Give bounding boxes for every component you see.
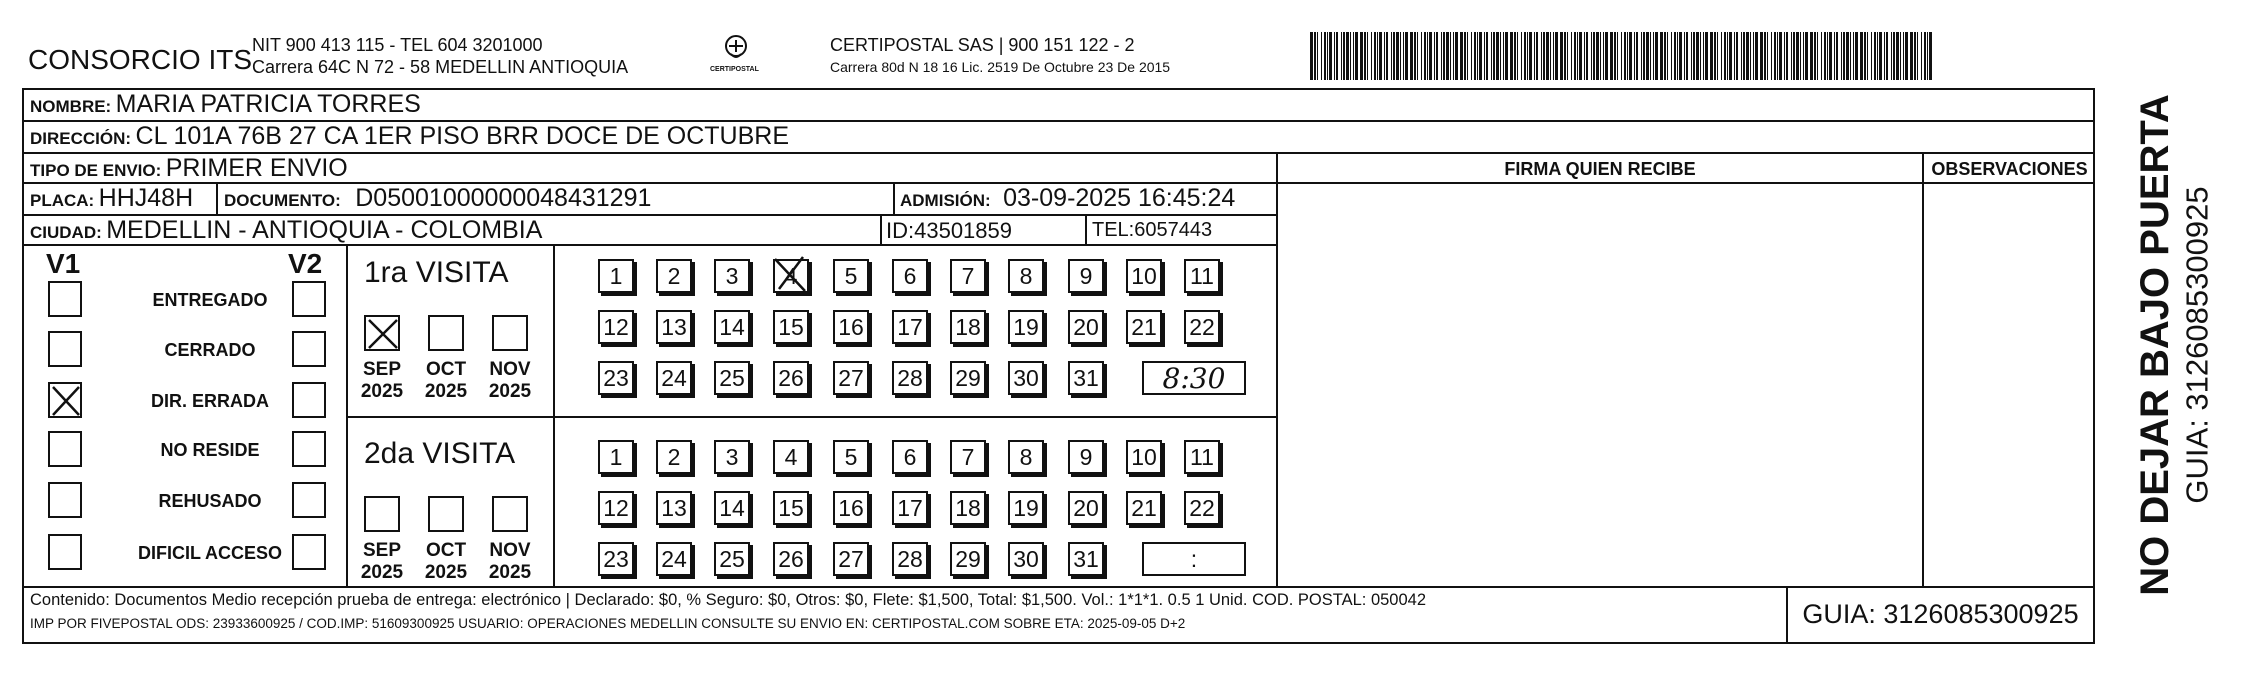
- day-box[interactable]: 16: [833, 491, 869, 525]
- side-notice: NO DEJAR BAJO PUERTA: [2133, 94, 2177, 596]
- documento-value: D05001000000048431291: [355, 184, 652, 212]
- day-box[interactable]: 12: [598, 491, 634, 525]
- company-nit-line: NIT 900 413 115 - TEL 604 3201000: [252, 35, 543, 55]
- day-box[interactable]: 28: [892, 361, 928, 395]
- placa-label: PLACA:: [30, 191, 95, 210]
- day-box[interactable]: 13: [656, 491, 692, 525]
- footer-guia: GUIA: 3126085300925: [1802, 599, 2079, 629]
- company-name: CONSORCIO ITS: [28, 44, 253, 75]
- certipostal-logo-icon: [713, 34, 759, 64]
- v2-checkbox[interactable]: [292, 382, 326, 418]
- logo-caption: CERTIPOSTAL: [710, 66, 759, 73]
- month-checkbox-nov[interactable]: [492, 496, 528, 532]
- day-box[interactable]: 3: [714, 440, 750, 474]
- day-box[interactable]: 16: [833, 310, 869, 344]
- day-box[interactable]: 21: [1126, 310, 1162, 344]
- ciudad-value: MEDELLIN - ANTIOQUIA - COLOMBIA: [106, 216, 543, 244]
- day-box[interactable]: 17: [892, 310, 928, 344]
- day-box[interactable]: 5: [833, 259, 869, 293]
- day-box[interactable]: 27: [833, 542, 869, 576]
- v1-header: V1: [46, 248, 81, 279]
- barcode: [1310, 32, 1946, 80]
- month-checkbox-sep[interactable]: [364, 496, 400, 532]
- day-box[interactable]: 2: [656, 259, 692, 293]
- day-box[interactable]: 13: [656, 310, 692, 344]
- v2-header: V2: [288, 248, 323, 279]
- month-label: NOV 2025: [488, 540, 532, 583]
- visit-title: 1ra VISITA: [364, 256, 509, 289]
- placa-value: HHJ48H: [98, 184, 194, 212]
- day-box[interactable]: 19: [1008, 491, 1044, 525]
- day-box[interactable]: 22: [1184, 310, 1220, 344]
- day-box[interactable]: 2: [656, 440, 692, 474]
- documento-label: DOCUMENTO:: [224, 191, 341, 210]
- day-box[interactable]: 21: [1126, 491, 1162, 525]
- nombre-value: MARIA PATRICIA TORRES: [115, 90, 421, 118]
- day-box[interactable]: 12: [598, 310, 634, 344]
- footer-content-line: Contenido: Documentos Medio recepción prueba de entrega: electrónico | Declarado: $0, % Seguro: $0, Otros: $0, Flete: $1,500, Total: $1,500. Vol.: 1*1*1. 0.5 1 Unid. COD. POSTAL: 050042: [30, 591, 1427, 609]
- day-box[interactable]: 23: [598, 361, 634, 395]
- month-checkbox-oct[interactable]: [428, 496, 464, 532]
- day-box[interactable]: 6: [892, 440, 928, 474]
- day-box[interactable]: 5: [833, 440, 869, 474]
- month-checkbox-sep[interactable]: [364, 315, 400, 351]
- day-box[interactable]: 11: [1184, 259, 1220, 293]
- v1-checkbox[interactable]: [48, 382, 82, 418]
- month-label: OCT 2025: [424, 359, 468, 402]
- month-checkbox-nov[interactable]: [492, 315, 528, 351]
- day-box[interactable]: 4: [773, 259, 809, 293]
- v1-checkbox[interactable]: [48, 431, 82, 467]
- day-box[interactable]: 26: [773, 361, 809, 395]
- admision-label: ADMISIÓN:: [900, 191, 991, 210]
- firma-header: FIRMA QUIEN RECIBE: [1504, 159, 1696, 179]
- status-option-label: REHUSADO: [158, 491, 262, 511]
- v1-checkbox[interactable]: [48, 281, 82, 317]
- day-box[interactable]: 9: [1068, 440, 1104, 474]
- day-box[interactable]: 25: [714, 361, 750, 395]
- observaciones-header: OBSERVACIONES: [1931, 159, 2088, 179]
- tipo-envio-value: PRIMER ENVIO: [165, 154, 348, 182]
- month-label: OCT 2025: [424, 540, 468, 583]
- day-box[interactable]: 24: [656, 542, 692, 576]
- day-box[interactable]: 9: [1068, 259, 1104, 293]
- day-box[interactable]: 25: [714, 542, 750, 576]
- day-box[interactable]: 30: [1008, 361, 1044, 395]
- day-box[interactable]: 26: [773, 542, 809, 576]
- v1-checkbox[interactable]: [48, 534, 82, 570]
- day-box[interactable]: 17: [892, 491, 928, 525]
- tel-value: TEL:6057443: [1092, 219, 1213, 241]
- v2-checkbox[interactable]: [292, 534, 326, 570]
- day-box[interactable]: 11: [1184, 440, 1220, 474]
- signature-area[interactable]: [1278, 184, 1922, 586]
- status-option-label: DIFICIL ACCESO: [137, 543, 282, 563]
- status-option-label: ENTREGADO: [152, 290, 268, 310]
- day-box[interactable]: 10: [1126, 440, 1162, 474]
- month-label: NOV 2025: [488, 359, 532, 402]
- month-checkbox-oct[interactable]: [428, 315, 464, 351]
- day-box[interactable]: 23: [598, 542, 634, 576]
- company-address-line: Carrera 64C N 72 - 58 MEDELLIN ANTIOQUIA: [252, 57, 629, 77]
- day-box[interactable]: 4: [773, 440, 809, 474]
- day-box[interactable]: 28: [892, 542, 928, 576]
- v1-checkbox[interactable]: [48, 482, 82, 518]
- tipo-envio-label: TIPO DE ENVIO:: [30, 161, 162, 180]
- side-guia: GUIA: 3126085300925: [2179, 186, 2215, 504]
- day-box[interactable]: 20: [1068, 491, 1104, 525]
- day-box[interactable]: 14: [714, 491, 750, 525]
- time-box[interactable]: :: [1142, 542, 1246, 576]
- carrier-license-line: Carrera 80d N 18 16 Lic. 2519 De Octubre 23 De 2015: [830, 59, 1171, 75]
- v2-checkbox[interactable]: [292, 431, 326, 467]
- day-box[interactable]: 7: [950, 440, 986, 474]
- admision-value: 03-09-2025 16:45:24: [1003, 184, 1236, 212]
- day-box[interactable]: 22: [1184, 491, 1220, 525]
- day-box[interactable]: 29: [950, 361, 986, 395]
- direccion-value: CL 101A 76B 27 CA 1ER PISO BRR DOCE DE OCTUBRE: [135, 122, 789, 150]
- day-box[interactable]: 1: [598, 440, 634, 474]
- day-box[interactable]: 18: [950, 310, 986, 344]
- day-box[interactable]: 8: [1008, 259, 1044, 293]
- day-box[interactable]: 31: [1068, 361, 1104, 395]
- visit-title: 2da VISITA: [364, 437, 516, 470]
- status-option-label: NO RESIDE: [160, 440, 260, 460]
- v1-checkbox[interactable]: [48, 331, 82, 367]
- observations-area[interactable]: [1924, 184, 2095, 586]
- day-box[interactable]: 18: [950, 491, 986, 525]
- nombre-label: NOMBRE:: [30, 97, 112, 116]
- day-box[interactable]: 7: [950, 259, 986, 293]
- v2-checkbox[interactable]: [292, 482, 326, 518]
- status-option-label: DIR. ERRADA: [150, 391, 269, 411]
- day-box[interactable]: 29: [950, 542, 986, 576]
- day-box[interactable]: 14: [714, 310, 750, 344]
- day-box[interactable]: 6: [892, 259, 928, 293]
- carrier-line: CERTIPOSTAL SAS | 900 151 122 - 2: [830, 35, 1135, 55]
- footer-print-line: IMP POR FIVEPOSTAL ODS: 23933600925 / COD.IMP: 51609300925 USUARIO: OPERACIONES MEDELLIN CONSULTE SU ENVIO EN: CERTIPOSTAL.COM SOBRE ETA: 2025-09-05 D+2: [30, 616, 1186, 631]
- day-box[interactable]: 10: [1126, 259, 1162, 293]
- day-box[interactable]: 24: [656, 361, 692, 395]
- day-box[interactable]: 19: [1008, 310, 1044, 344]
- status-option-label: CERRADO: [164, 340, 256, 360]
- v2-checkbox[interactable]: [292, 331, 326, 367]
- day-box[interactable]: 15: [773, 310, 809, 344]
- day-box[interactable]: 20: [1068, 310, 1104, 344]
- direccion-label: DIRECCIÓN:: [30, 129, 132, 148]
- day-box[interactable]: 8: [1008, 440, 1044, 474]
- day-box[interactable]: 15: [773, 491, 809, 525]
- time-box[interactable]: 8:30: [1142, 361, 1246, 395]
- ciudad-label: CIUDAD:: [30, 223, 102, 242]
- month-label: SEP 2025: [360, 540, 404, 583]
- v2-checkbox[interactable]: [292, 281, 326, 317]
- day-box[interactable]: 30: [1008, 542, 1044, 576]
- month-label: SEP 2025: [360, 359, 404, 402]
- day-box[interactable]: 27: [833, 361, 869, 395]
- day-box[interactable]: 3: [714, 259, 750, 293]
- day-box[interactable]: 31: [1068, 542, 1104, 576]
- id-value: ID:43501859: [886, 218, 1012, 243]
- day-box[interactable]: 1: [598, 259, 634, 293]
